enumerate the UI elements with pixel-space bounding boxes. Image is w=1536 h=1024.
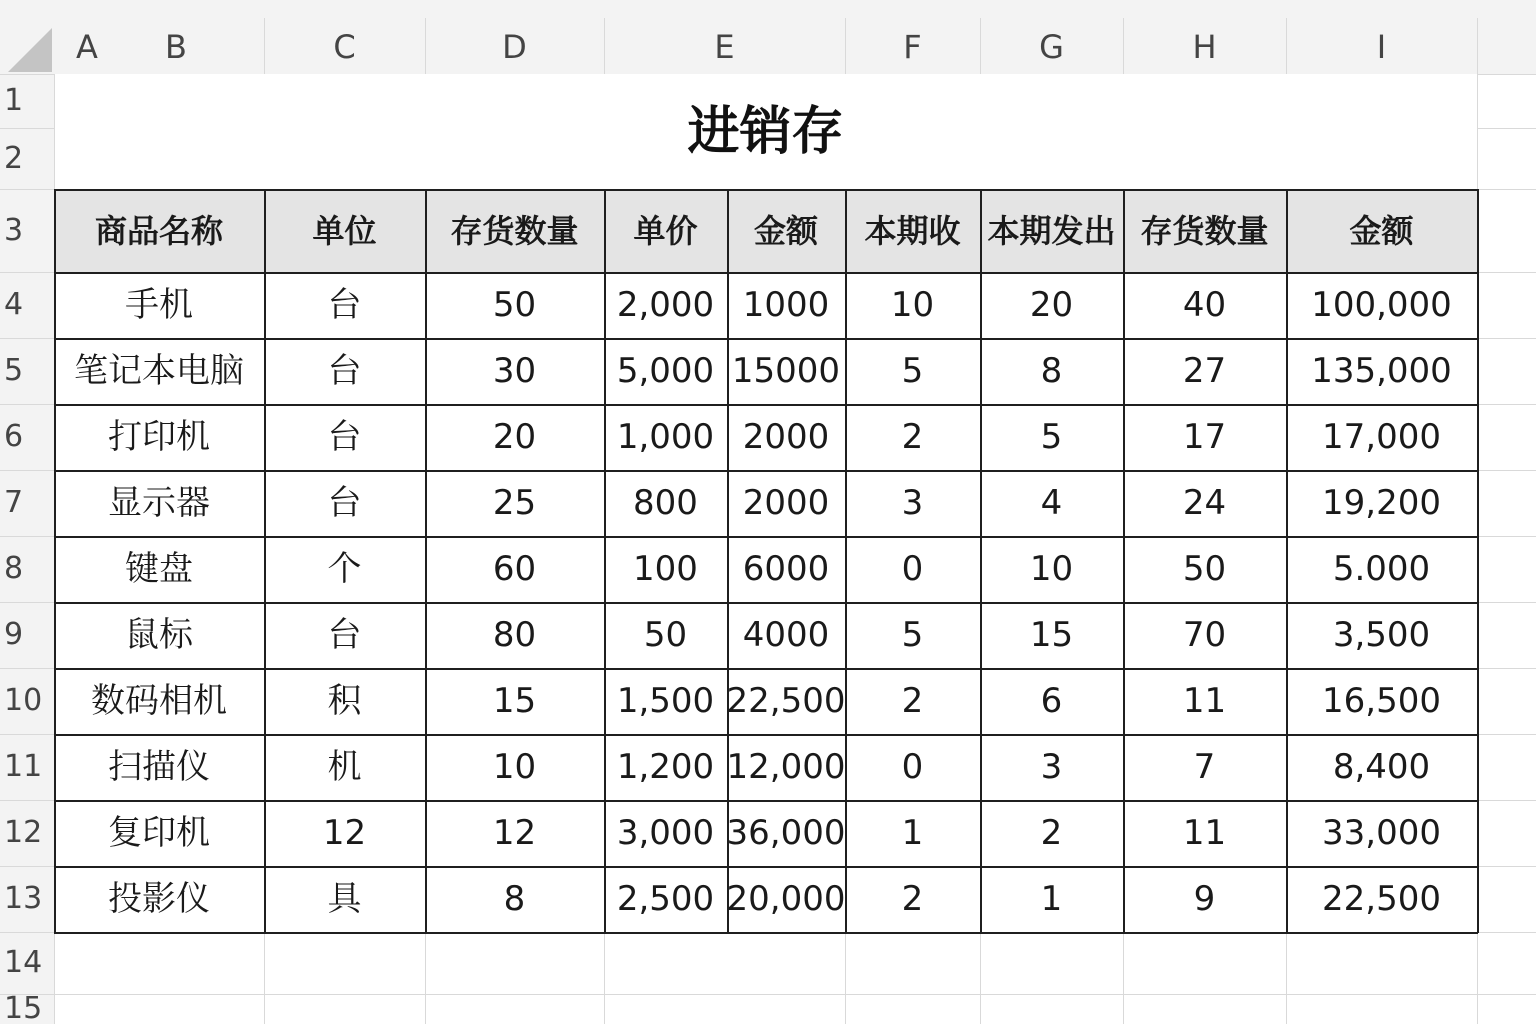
table-cell[interactable]: 17,000 [1322, 417, 1441, 457]
table-cell[interactable]: 40 [1182, 285, 1227, 325]
table-cell[interactable]: 12 [492, 813, 537, 853]
product-name-cell[interactable]: 鼠标 [125, 615, 193, 655]
table-cell[interactable]: 2 [901, 879, 924, 919]
table-cell[interactable]: 50 [643, 615, 688, 655]
product-name-cell[interactable]: 键盘 [125, 549, 193, 589]
table-cell[interactable]: 8,400 [1332, 747, 1431, 787]
table-cell[interactable]: 台 [327, 417, 362, 457]
table-cell[interactable]: 具 [327, 879, 362, 919]
row-header-12[interactable]: 12 [4, 815, 43, 850]
table-cell[interactable]: 5 [1040, 417, 1063, 457]
row-header-7[interactable]: 7 [4, 485, 24, 520]
table-cell[interactable]: 7 [1193, 747, 1216, 787]
table-cell[interactable]: 36,000 [727, 813, 845, 853]
table-cell[interactable]: 台 [327, 615, 362, 655]
table-cell[interactable]: 1 [1040, 879, 1063, 919]
table-cell[interactable]: 60 [492, 549, 537, 589]
table-cell[interactable]: 8 [503, 879, 526, 919]
product-name-cell[interactable]: 笔记本电脑 [74, 351, 244, 391]
row-header-1[interactable]: 1 [4, 83, 24, 118]
table-cell[interactable]: 1000 [742, 285, 830, 325]
column-header-e[interactable]: E [714, 28, 735, 66]
table-header-cell[interactable]: 金额 [753, 211, 818, 250]
table-cell[interactable]: 20 [492, 417, 537, 457]
column-header-g[interactable]: G [1039, 28, 1064, 66]
table-cell[interactable]: 4 [1040, 483, 1063, 523]
row-header-11[interactable]: 11 [4, 749, 43, 784]
sheet-title: 进销存 [687, 101, 844, 162]
table-header-cell[interactable]: 单价 [633, 211, 698, 250]
column-header-d[interactable]: D [502, 28, 527, 66]
table-cell[interactable]: 3 [1040, 747, 1063, 787]
table-cell[interactable]: 100,000 [1311, 285, 1452, 325]
table-cell[interactable]: 20,000 [727, 879, 845, 919]
select-all-triangle-icon[interactable] [0, 0, 54, 74]
table-cell[interactable]: 17 [1182, 417, 1227, 457]
table-cell[interactable]: 50 [492, 285, 537, 325]
table-cell[interactable]: 50 [1182, 549, 1227, 589]
row-header-9[interactable]: 9 [4, 617, 24, 652]
table-cell[interactable]: 16,500 [1322, 681, 1441, 721]
table-cell[interactable]: 3,500 [1332, 615, 1431, 655]
table-cell[interactable]: 机 [327, 747, 362, 787]
table-cell[interactable]: 9 [1193, 879, 1216, 919]
table-cell[interactable]: 5.000 [1332, 549, 1431, 589]
table-cell[interactable]: 6000 [742, 549, 830, 589]
table-cell[interactable]: 0 [901, 747, 924, 787]
table-cell[interactable]: 0 [901, 549, 924, 589]
table-cell[interactable]: 33,000 [1322, 813, 1441, 853]
table-cell[interactable]: 2 [901, 417, 924, 457]
table-header-cell[interactable]: 商品名称 [94, 211, 223, 250]
column-header-b[interactable]: B [165, 28, 187, 66]
table-cell[interactable]: 3,000 [616, 813, 715, 853]
table-cell[interactable]: 2,000 [616, 285, 715, 325]
table-cell[interactable]: 135,000 [1311, 351, 1452, 391]
column-header-f[interactable]: F [903, 28, 922, 66]
table-header-cell[interactable]: 存货数量 [450, 211, 579, 250]
table-header-cell[interactable]: 金额 [1349, 211, 1414, 250]
table-cell[interactable]: 10 [1029, 549, 1074, 589]
table-cell[interactable]: 台 [327, 483, 362, 523]
table-cell[interactable]: 1,000 [616, 417, 715, 457]
column-header-h[interactable]: H [1192, 28, 1217, 66]
table-cell[interactable]: 70 [1182, 615, 1227, 655]
row-header-14[interactable]: 14 [4, 945, 43, 980]
product-name-cell[interactable]: 显示器 [108, 483, 210, 523]
row-header-6[interactable]: 6 [4, 419, 24, 454]
table-cell[interactable]: 80 [492, 615, 537, 655]
table-cell[interactable]: 22,500 [727, 681, 845, 721]
table-cell[interactable]: 22,500 [1322, 879, 1441, 919]
column-header-c[interactable]: C [333, 28, 356, 66]
table-cell[interactable]: 3 [901, 483, 924, 523]
table-cell[interactable]: 8 [1040, 351, 1063, 391]
product-name-cell[interactable]: 扫描仪 [108, 747, 210, 787]
row-header-4[interactable]: 4 [4, 287, 24, 322]
table-cell[interactable]: 100 [633, 549, 698, 589]
table-cell[interactable]: 1 [901, 813, 924, 853]
table-cell[interactable]: 800 [633, 483, 698, 523]
table-cell[interactable]: 30 [492, 351, 537, 391]
table-cell[interactable]: 20 [1029, 285, 1074, 325]
table-cell[interactable]: 15000 [731, 351, 841, 391]
column-header-a[interactable]: A [76, 28, 98, 66]
table-cell[interactable]: 10 [890, 285, 935, 325]
table-cell[interactable]: 2 [1040, 813, 1063, 853]
table-cell[interactable]: 积 [327, 681, 362, 721]
table-header-cell[interactable]: 本期收 [864, 211, 961, 250]
table-header-cell[interactable]: 本期发出 [987, 211, 1116, 250]
table-cell[interactable]: 台 [327, 285, 362, 325]
row-header-8[interactable]: 8 [4, 551, 24, 586]
row-header-13[interactable]: 13 [4, 881, 43, 916]
table-header-cell[interactable]: 单位 [312, 211, 377, 250]
table-cell[interactable]: 12 [322, 813, 367, 853]
product-name-cell[interactable]: 手机 [125, 285, 193, 325]
table-cell[interactable]: 2,500 [616, 879, 715, 919]
table-cell[interactable]: 6 [1040, 681, 1063, 721]
table-cell[interactable]: 10 [492, 747, 537, 787]
product-name-cell[interactable]: 复印机 [108, 813, 210, 853]
row-header-15[interactable]: 15 [4, 994, 43, 1024]
table-header-cell[interactable]: 存货数量 [1140, 211, 1269, 250]
table-cell[interactable]: 1,500 [616, 681, 715, 721]
column-header-i[interactable]: I [1376, 28, 1387, 66]
table-cell[interactable]: 5,000 [616, 351, 715, 391]
table-cell[interactable]: 24 [1182, 483, 1227, 523]
table-cell[interactable]: 25 [492, 483, 537, 523]
table-cell[interactable]: 台 [327, 351, 362, 391]
table-cell[interactable]: 2000 [742, 483, 830, 523]
row-header-3[interactable]: 3 [4, 212, 24, 248]
product-name-cell[interactable]: 打印机 [108, 417, 210, 457]
row-header-2[interactable]: 2 [4, 140, 24, 176]
product-name-cell[interactable]: 数码相机 [91, 681, 227, 721]
table-cell[interactable]: 27 [1182, 351, 1227, 391]
table-cell[interactable]: 5 [901, 351, 924, 391]
table-cell[interactable]: 11 [1182, 813, 1227, 853]
table-cell[interactable]: 1,200 [616, 747, 715, 787]
table-cell[interactable]: 15 [1029, 615, 1074, 655]
product-name-cell[interactable]: 投影仪 [108, 879, 210, 919]
row-header-5[interactable]: 5 [4, 353, 24, 388]
table-cell[interactable]: 2000 [742, 417, 830, 457]
table-cell[interactable]: 2 [901, 681, 924, 721]
table-cell[interactable]: 4000 [742, 615, 830, 655]
table-cell[interactable]: 11 [1182, 681, 1227, 721]
table-cell[interactable]: 19,200 [1322, 483, 1441, 523]
table-cell[interactable]: 15 [492, 681, 537, 721]
table-cell[interactable]: 5 [901, 615, 924, 655]
table-cell[interactable]: 12,000 [727, 747, 845, 787]
table-cell[interactable]: 个 [327, 549, 362, 589]
row-header-10[interactable]: 10 [4, 683, 43, 718]
